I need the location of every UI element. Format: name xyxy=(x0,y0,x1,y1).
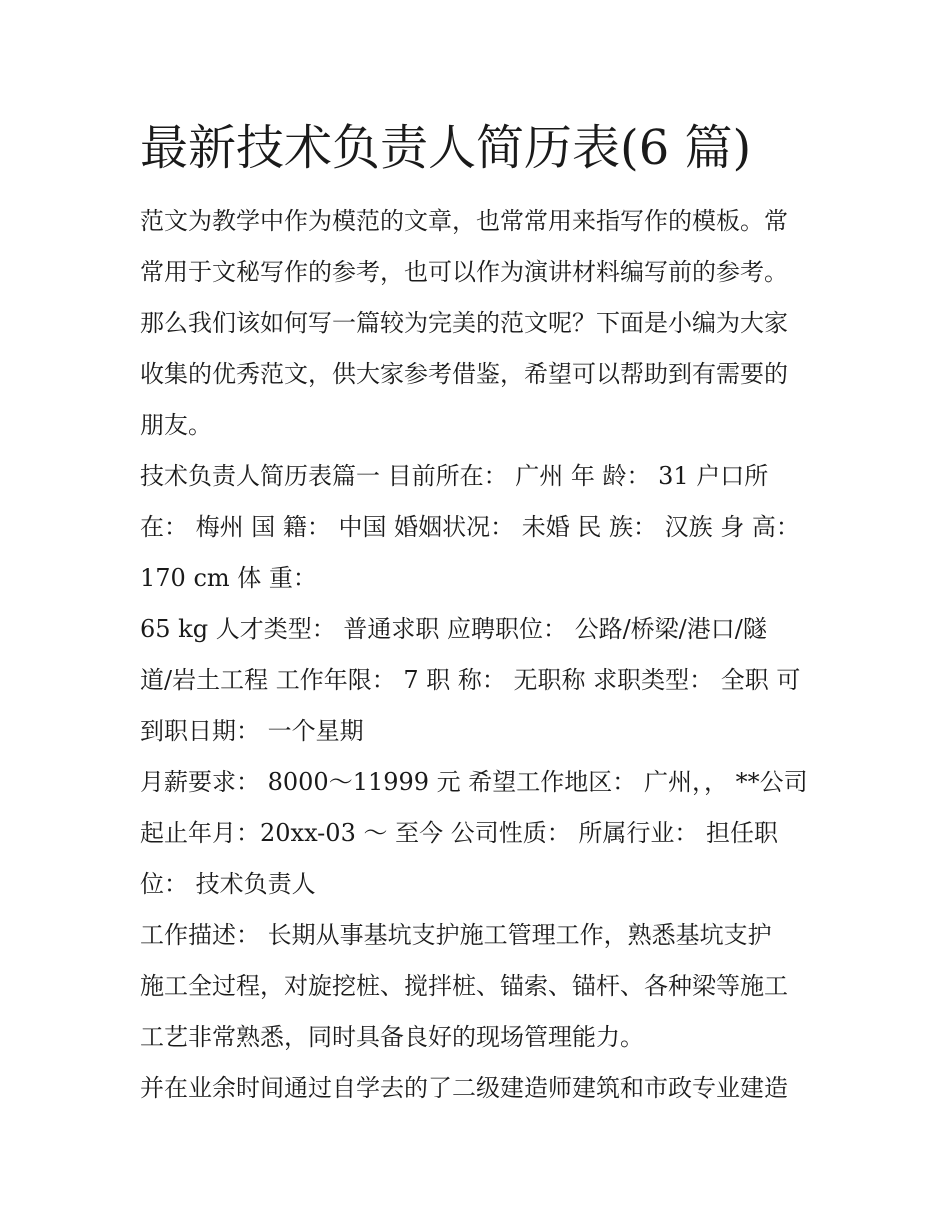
paragraph-job-intention xyxy=(140,604,820,757)
page-title: 最新技术负责人简历表(6 篇) xyxy=(140,120,752,176)
document-body xyxy=(140,196,820,1114)
text-line: 65 kg 人才类型： 普通求职 应聘职位： 公路/桥梁/港口/隧 xyxy=(140,615,767,643)
text-line: 范文为教学中作为模范的文章，也常常用来指写作的模板。常 xyxy=(140,207,788,235)
text-line: 月薪要求： 8000～11999 元 希望工作地区： 广州，， **公司 xyxy=(140,768,808,796)
paragraph-salary-experience xyxy=(140,757,820,910)
text-line: 位： 技术负责人 xyxy=(140,870,316,898)
paragraph-qualifications xyxy=(140,1063,820,1114)
text-line: 在： 梅州 国 籍： 中国 婚姻状况： 未婚 民 族： 汉族 身 高： xyxy=(140,513,800,541)
text-line: 道/岩土工程 工作年限： 7 职 称： 无职称 求职类型： 全职 可 xyxy=(140,666,801,694)
text-line: 常用于文秘写作的参考，也可以作为演讲材料编写前的参考。 xyxy=(140,258,788,286)
text-line: 工作描述： 长期从事基坑支护施工管理工作，熟悉基坑支护 xyxy=(140,921,772,949)
text-line: 到职日期： 一个星期 xyxy=(140,717,364,745)
text-line: 收集的优秀范文，供大家参考借鉴，希望可以帮助到有需要的 xyxy=(140,360,788,388)
paragraph-intro xyxy=(140,196,820,451)
text-line: 工艺非常熟悉，同时具备良好的现场管理能力。 xyxy=(140,1023,644,1051)
paragraph-work-description xyxy=(140,910,820,1063)
text-line: 技术负责人简历表篇一 目前所在： 广州 年 龄： 31 户口所 xyxy=(140,462,769,490)
text-line: 施工全过程，对旋挖桩、搅拌桩、锚索、锚杆、各种梁等施工 xyxy=(140,972,788,1000)
paragraph-personal-info xyxy=(140,451,820,604)
text-line: 那么我们该如何写一篇较为完美的范文呢？下面是小编为大家 xyxy=(140,309,788,337)
text-line: 170 cm 体 重： xyxy=(140,564,317,592)
text-line: 起止年月：20xx-03 ～ 至今 公司性质： 所属行业： 担任职 xyxy=(140,819,778,847)
text-line: 朋友。 xyxy=(140,411,212,439)
text-line: 并在业余时间通过自学去的了二级建造师建筑和市政专业建造 xyxy=(140,1074,788,1102)
